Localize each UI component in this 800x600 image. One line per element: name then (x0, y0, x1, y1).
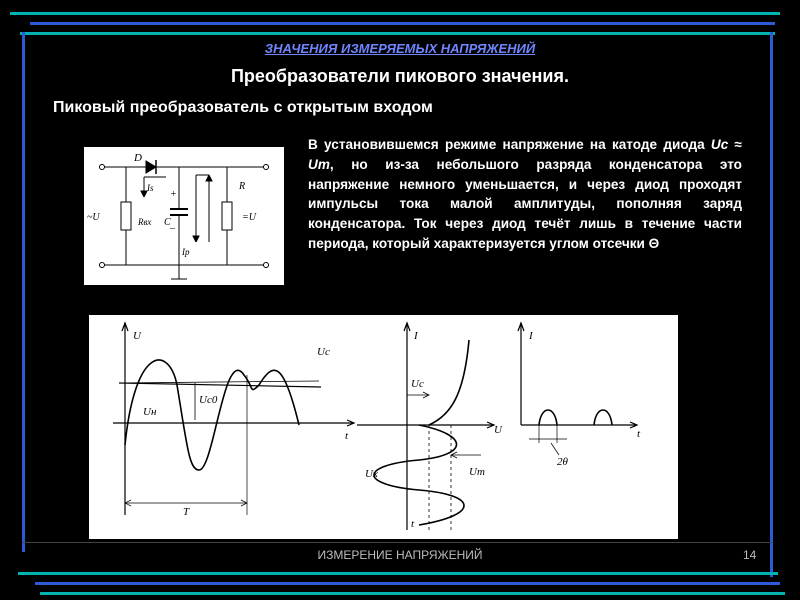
graph-label-t: t (345, 430, 349, 442)
label-ip: Ip (182, 247, 190, 257)
frame-line-mid (22, 542, 772, 543)
frame-line-top-3 (20, 32, 775, 35)
circuit-diagram (84, 147, 284, 285)
graph-label-i-2: I (414, 330, 418, 342)
label-capacitor: C (164, 217, 171, 228)
label-out: =U (242, 212, 256, 223)
frame-line-bottom-1 (18, 572, 778, 575)
graph-label-uc-2: Uc (411, 378, 424, 390)
waveform-graphs (89, 315, 678, 539)
frame-line-bottom-3 (40, 592, 785, 595)
label-plus: + (170, 189, 177, 200)
graphs-svg (89, 315, 678, 539)
page-number: 14 (743, 548, 757, 562)
graph-label-uc: Uc (317, 346, 330, 358)
frame-line-top-2 (30, 22, 775, 25)
slide-subtitle: Пиковый преобразователь с открытым входом (53, 99, 433, 116)
graph-label-um: Um (469, 466, 485, 478)
label-minus: – (170, 223, 175, 234)
graph-label-t-2: t (411, 518, 415, 530)
graph-label-uc0: Uc0 (199, 394, 218, 406)
graph-label-u-2: U (494, 424, 502, 436)
description-part2: , но из-за небольшого разряда конденсатора это напряжение немного уменьшается, и через диод проходят импульсы тока малой амплитуды, пополняя заряд конденсатора. Ток через диод течёт лишь в течение части периода, который характеризуется углом отсечки Θ (308, 156, 742, 251)
graph-label-i-3: I (529, 330, 533, 342)
frame-line-right (770, 32, 773, 577)
graph-label-t-3: t (637, 428, 641, 440)
label-diode: D (134, 152, 142, 164)
description-text (308, 135, 742, 254)
circuit-svg (84, 147, 284, 285)
graph-label-u: U (133, 330, 141, 342)
frame-line-bottom-2 (35, 582, 780, 585)
description-um: Um (308, 156, 330, 172)
label-is: Is (147, 183, 154, 193)
description-approx: ≈ (728, 137, 742, 152)
description-part1: В установившемся режиме напряжение на катоде диода (308, 137, 711, 152)
label-source: ~U (87, 212, 100, 223)
label-r: R (239, 181, 246, 192)
graph-label-un: Uн (143, 406, 157, 418)
graph-label-ux: Ux (365, 468, 378, 480)
slide-title: Преобразователи пикового значения. (230, 66, 569, 86)
slide-footer: ИЗМЕРЕНИЕ НАПРЯЖЕНИЙ (317, 548, 483, 562)
label-rin: Rвх (138, 217, 152, 227)
frame-line-left (22, 32, 25, 552)
description-uc: Uс (710, 137, 729, 152)
frame-line-top-1 (10, 12, 780, 15)
slide-heading: ЗНАЧЕНИЯ ИЗМЕРЯЕМЫХ НАПРЯЖЕНИЙ (264, 41, 536, 56)
graph-label-period: T (183, 506, 190, 518)
graph-label-angle: 2θ (557, 456, 568, 468)
